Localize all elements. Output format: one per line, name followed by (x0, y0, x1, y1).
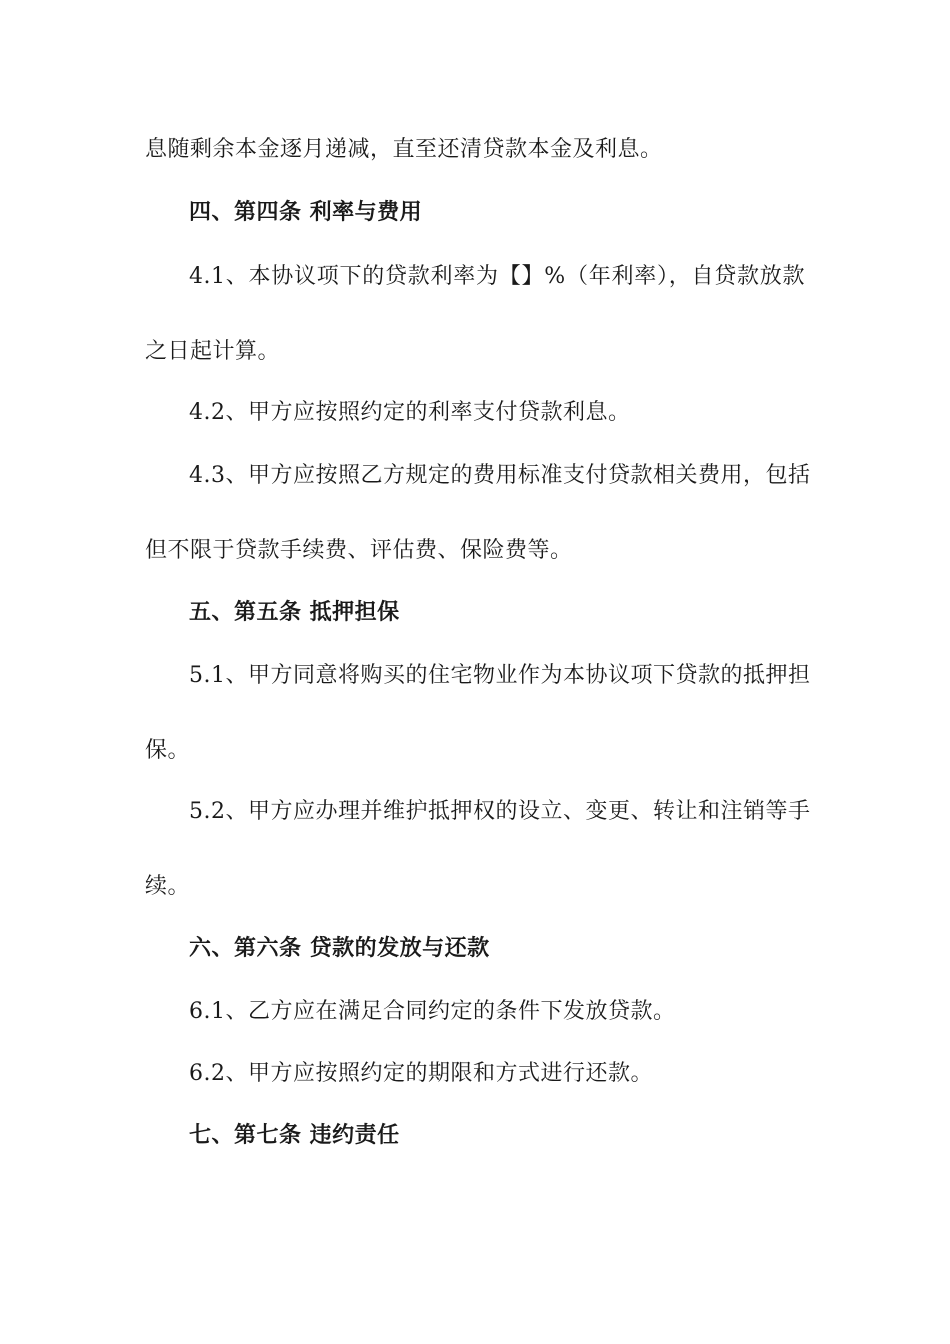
section-heading-article-7: 七、第七条 违约责任 (189, 1123, 400, 1148)
section-heading-article-6: 六、第六条 贷款的发放与还款 (189, 936, 490, 961)
clause-5-2-line-1: 5.2、甲方应办理并维护抵押权的设立、变更、转让和注销等手 (189, 799, 811, 824)
clause-6-1: 6.1、乙方应在满足合同约定的条件下发放贷款。 (189, 999, 676, 1024)
clause-4-3-line-1: 4.3、甲方应按照乙方规定的费用标准支付贷款相关费用，包括 (189, 463, 811, 488)
clause-5-1-line-2: 保。 (145, 738, 191, 763)
clause-4-1-line-2: 之日起计算。 (145, 339, 281, 364)
paragraph-continuation-line: 息随剩余本金逐月递减，直至还清贷款本金及利息。 (145, 137, 663, 162)
clause-5-2-line-2: 续。 (145, 874, 191, 899)
clause-4-1-line-1: 4.1、本协议项下的贷款利率为【】%（年利率），自贷款放款 (189, 264, 805, 289)
section-heading-article-4: 四、第四条 利率与费用 (189, 200, 423, 225)
clause-4-3-line-2: 但不限于贷款手续费、评估费、保险费等。 (145, 538, 573, 563)
clause-5-1-line-1: 5.1、甲方同意将购买的住宅物业作为本协议项下贷款的抵押担 (189, 663, 811, 688)
section-heading-article-5: 五、第五条 抵押担保 (189, 600, 400, 625)
clause-4-2: 4.2、甲方应按照约定的利率支付贷款利息。 (189, 400, 631, 425)
clause-6-2: 6.2、甲方应按照约定的期限和方式进行还款。 (189, 1061, 653, 1086)
